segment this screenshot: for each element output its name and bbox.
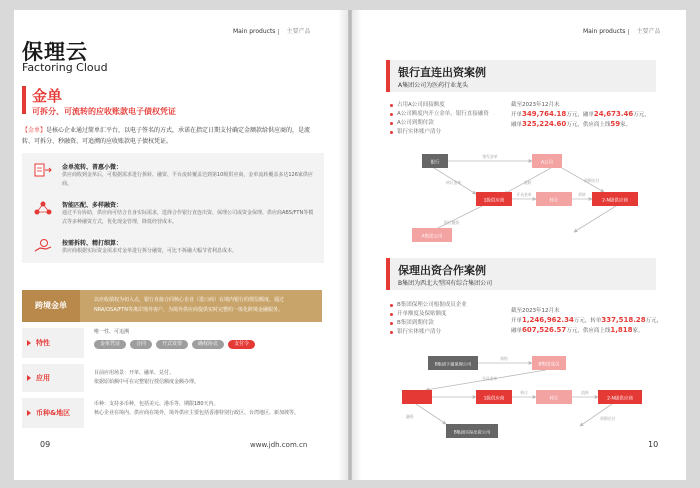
- feature-title: 按需拆转、精打细算：: [62, 240, 123, 247]
- row-content: [94, 400, 322, 418]
- edge-label: 开具金单: [516, 192, 532, 197]
- bullet-item: 占用A公司间接额度: [390, 101, 514, 110]
- edge-label: 转让金单: [446, 180, 462, 185]
- node-label: 银行: [430, 160, 440, 166]
- flow-edge: [574, 206, 616, 232]
- header-divider: [278, 29, 279, 35]
- case-bullets: [390, 101, 514, 137]
- case-bullets: [390, 301, 514, 337]
- node-label: B集团下属保理公司: [434, 361, 472, 367]
- intro-paragraph: [22, 125, 322, 147]
- node-label: B集团实际出资公司: [453, 429, 491, 435]
- bullet-item: A公司到期付款: [390, 119, 514, 128]
- bullet-item: 开单额度及保贴额度: [390, 310, 514, 319]
- case-accent-bar: [386, 258, 390, 290]
- page-number-left: 09: [40, 440, 51, 449]
- right-header: [583, 26, 660, 35]
- document-flow-icon: [34, 162, 52, 178]
- node-label: 2-N级供应商: [602, 198, 628, 204]
- header-en: Main products: [583, 28, 626, 35]
- stats-text: 家。: [632, 328, 644, 334]
- flow-edge: [432, 206, 482, 231]
- header-cn: 主要产品: [636, 28, 661, 35]
- stats-text: 家。: [620, 122, 632, 128]
- network-icon: [34, 200, 52, 216]
- flow-edge: [580, 404, 612, 426]
- stats-text: 万元，融单: [566, 112, 594, 118]
- stats-text: 开单: [511, 112, 523, 118]
- case-stats: [511, 101, 661, 130]
- feature-desc: 供应商根据实际资金需求对金单进行拆分融资，可比不拆融大幅节省利息成本。: [62, 248, 238, 254]
- row-label: 币种&地区: [36, 409, 71, 417]
- stats-number: 337,518.28: [601, 316, 646, 324]
- edge-label: 保贴: [500, 356, 508, 361]
- stats-text: 融单: [511, 328, 523, 334]
- flow-diagram-1: [386, 148, 658, 248]
- stats-number: 349,764.18: [522, 110, 567, 118]
- stats-text: 万元，供应商上线: [566, 328, 611, 334]
- header-cn: 主要产品: [286, 28, 311, 35]
- bullet-item: B集团保理公司根据成员企业: [390, 301, 514, 310]
- stats-text: 万元，: [633, 112, 650, 118]
- node-label: 2-N级供应商: [607, 396, 633, 402]
- row-line: 唯一性、可追溯: [94, 329, 130, 335]
- stats-text: 万元，转单: [573, 318, 602, 324]
- row-line: 依据原始额中可在完整银行授信额度金额办理。: [94, 379, 200, 385]
- triangle-icon: [27, 375, 31, 381]
- cross-border-label: 跨境金单: [22, 290, 80, 322]
- stats-number: 325,224.60: [522, 120, 567, 128]
- feature-desc: 供应商收到金单后，可根据需求进行拆转、融资、平台流转覆盖达到第10级供应商，金单流转覆盖多达126家供应商。: [62, 172, 313, 187]
- attribute-row: [22, 398, 322, 428]
- bullet-item: B集团到期付款: [390, 319, 514, 328]
- node-label: B集团成员: [538, 362, 560, 368]
- row-line: 目前应用场景：开单、融单、兑付。: [94, 370, 175, 376]
- row-label-cell: [22, 364, 84, 392]
- case-stats: [511, 307, 661, 336]
- stats-text: 万元，供应商上线: [566, 122, 611, 128]
- hand-coin-icon: [34, 238, 52, 254]
- bullet-item: 银行实体账户清分: [390, 128, 514, 137]
- row-content: [94, 369, 322, 387]
- tag-pill: 开式发票: [156, 340, 188, 349]
- node-label: A集团公司: [421, 234, 443, 240]
- feature-title: 金单流转、普惠小微：: [62, 164, 123, 171]
- stats-number: 1,246,962.34: [522, 316, 574, 324]
- row-content: [94, 328, 322, 349]
- left-header: [233, 26, 310, 35]
- tag-pill: 确权协议: [192, 340, 224, 349]
- case-title: 银行直连出资案例: [398, 66, 486, 79]
- row-line: 币种：支持多币种，包括美元、港币等，期限180天内。: [94, 401, 219, 407]
- edge-label: 到期兑付: [584, 178, 600, 183]
- cross-border-desc: 以应收债权为切入点，银行直接合同核心企业（进口商）在境内银行的授信额度，通过NRA/OSA/FTN等离岸境外客户，为境外供应商提供实时完整的一体化跨境金融服务。: [94, 297, 285, 313]
- website-url: www.jdh.com.cn: [250, 441, 308, 449]
- case-title: 保理出资合作案例: [398, 264, 486, 277]
- node-label: 1级供应商: [483, 198, 505, 204]
- section-subtitle: 可拆分、可流转的应收账款电子债权凭证: [32, 107, 176, 116]
- stats-number: 607,526.57: [522, 326, 567, 334]
- stats-line: [511, 316, 661, 326]
- stats-date: 截至2023年12月末: [511, 308, 560, 314]
- stats-line: [511, 326, 661, 336]
- attribute-row: [22, 328, 322, 358]
- row-label: 应用: [36, 374, 50, 382]
- stats-number: 1,818: [610, 326, 633, 334]
- book-gutter-shadow: [338, 10, 362, 480]
- intro-highlight: 【金单】: [22, 127, 47, 134]
- stats-text: 开单: [511, 318, 523, 324]
- cross-border-banner: [22, 290, 322, 322]
- node-label: 转让: [549, 396, 559, 402]
- intro-text: 是核心企业通过简单汇平台，以电子签名的方式，承诺在指定日期支付确定金额款给供应商的，是流转、可拆分、秒融资、可追溯的应收账款电子债权凭证。: [22, 127, 311, 145]
- node-label: 转让: [549, 198, 559, 204]
- tag-pill: 支付令: [228, 340, 255, 349]
- triangle-icon: [27, 340, 31, 346]
- section-accent-bar: [22, 86, 26, 114]
- case-subtitle: B集团为西北大型国有综合集团公司: [398, 280, 493, 287]
- page-number-right: 10: [648, 440, 659, 449]
- flow-diagram-2: [386, 350, 658, 442]
- row-label-cell: [22, 398, 84, 428]
- edge-label: 拆转: [578, 192, 586, 197]
- edge-label: 流转: [581, 390, 589, 395]
- edge-label: 开具金单: [482, 376, 498, 381]
- flow-node: [402, 390, 432, 404]
- case-subtitle: A集团公司为医药行业龙头: [398, 82, 469, 89]
- edge-label: 流转: [524, 180, 532, 185]
- stats-line: [511, 120, 661, 130]
- case-accent-bar: [386, 60, 390, 92]
- feature-title: 智能匹配、多样融资：: [62, 202, 123, 209]
- case-title-box: [386, 60, 656, 92]
- stats-date: 截至2023年12月末: [511, 102, 560, 108]
- node-label: A公司: [540, 160, 554, 166]
- row-line: 核心企业在境内、供应商在境外，境外供应主要包括香港特别行政区、台湾地区、新加坡等。: [94, 410, 300, 416]
- tag-pill: 金单凭证: [94, 340, 126, 349]
- row-label-cell: [22, 328, 84, 358]
- case-title-box: [386, 258, 656, 290]
- stats-number: 24,673.46: [593, 110, 634, 118]
- edge-label: 融资: [406, 414, 414, 419]
- bullet-item: A公司额度内开立金单，银行直接融资: [390, 110, 514, 119]
- edge-label: 转让: [520, 390, 528, 395]
- row-label: 特性: [36, 339, 50, 347]
- flow-edge: [416, 404, 446, 424]
- stats-text: 万元，: [645, 318, 663, 324]
- stats-line: [511, 110, 661, 120]
- feature-desc: 通过平台协助，供应商可结合自身实际需求，选择合作银行直连出资、保理公司或资金保理、供应商ABS/FTN等模式等多种融资方式，优化现金管理，降低经营成本。: [62, 210, 314, 225]
- attribute-row: [22, 364, 322, 392]
- stats-text: 融单: [511, 122, 523, 128]
- edge-label: 签发金单: [482, 154, 498, 159]
- page-title-en: Factoring Cloud: [22, 61, 108, 74]
- header-divider: [628, 29, 629, 35]
- stats-number: 59: [610, 120, 621, 128]
- header-en: Main products: [233, 28, 276, 35]
- tag-pill: 合同: [130, 340, 152, 349]
- bullet-item: 银行实体账户清分: [390, 328, 514, 337]
- triangle-icon: [27, 410, 31, 416]
- section-title: 金单: [32, 87, 63, 105]
- edge-label: 银行融资: [444, 220, 460, 225]
- pill-group: [94, 340, 322, 349]
- node-label: 1级供应商: [483, 396, 505, 402]
- page-title: 保理云: [22, 40, 88, 64]
- edge-label: 到期兑付: [600, 416, 616, 421]
